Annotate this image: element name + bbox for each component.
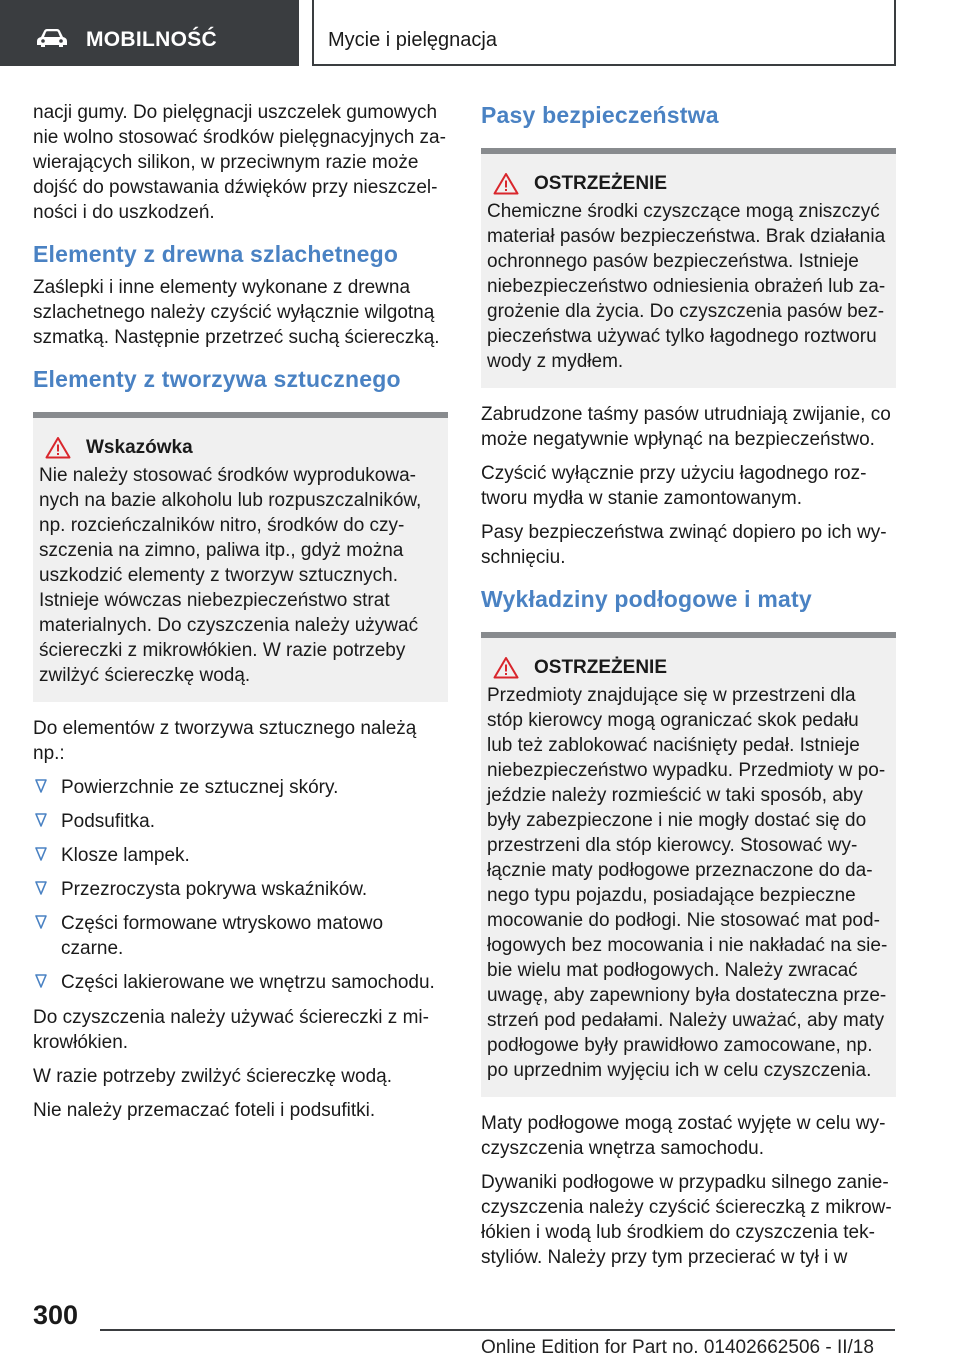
list-item: Powierzchnie ze sztucznej skóry. (33, 775, 448, 800)
header-section-title: MOBILNOŚĆ (86, 28, 218, 51)
left-column (33, 100, 448, 1132)
heading-plastic: Elementy z tworzywa sztucznego (33, 366, 401, 392)
warning-triangle-icon (493, 656, 519, 679)
mats-paragraph-1: Maty podłogowe mogą zostać wyjęte w celu wyczyszczenia wnętrza samochodu. (481, 1113, 886, 1159)
plastic-paragraph-3: Nie należy przemaczać foteli i podsufitki. (33, 1100, 376, 1121)
note-body: Nie należy stosować środków wyprodukowanych na bazie alkoholu lub rozpuszczalników, np. rozcieńczalników nitro, środków do czyszczenia na zimno, paliwa itp., gdyż można uszkodzić elementy z tworzyw sztucznych. Istnieje wówczas niebezpieczeństwo strat materialnych. Do czyszczenia należy używać ściereczki z mikrowłókien. W razie potrzeby zwilżyć ściereczkę wodą. (39, 465, 422, 686)
mats-warning-header (493, 656, 888, 679)
belts-warning-box (481, 148, 896, 388)
header-chapter-tab (312, 0, 896, 66)
bullet-triangle-icon (35, 880, 47, 896)
belts-warning-body: Chemiczne środki czyszczące mogą zniszczyć materiał pasów bezpieczeństwa. Brak działania ochronnego pasów bezpieczeństwa. Istnieje niebezpieczeństwo odniesienia obrażeń lub zagrożenie dla życia. Do czyszczenia pasów bezpieczeństwa używać tylko łagodnego roztworu wody z mydłem. (487, 201, 886, 372)
list-item: Klosze lampek. (33, 843, 448, 868)
mats-warning-box (481, 632, 896, 1097)
list-item: Części lakierowane we wnętrzu samochodu. (33, 970, 448, 995)
bullet-triangle-icon (35, 973, 47, 989)
page-number: 300 (33, 1300, 79, 1330)
mats-warning-body: Przedmioty znajdujące się w przestrzeni dla stóp kierowcy mogą ograniczać skok pedału lub też zablokować naciśnięty pedał. Istnieje niebezpieczeństwo wypadku. Przedmioty w pojeździe należy rozmieścić w taki sposób, aby były zabezpieczone i nie mogły dostać się do przestrzeni dla stóp kierowcy. Stosować wyłącznie maty podłogowe przeznaczone do danego typu pojazdu, posiadające bezpieczne mocowanie do podłogi. Nie stosować mat podłogowych bez mocowania i nie nakładać na siebie wielu mat podłogowych. Należy zwracać uwagę, aby zapewniony była dostateczna przestrzeń pod pedałami. Należy uważać, aby maty podłogowe były prawidłowo zamocowane, np. po uprzednim wyjęciu ich w celu czyszczenia. (487, 685, 888, 1081)
heading-mats: Wykładziny podłogowe i maty (481, 586, 812, 612)
list-item: Przezroczysta pokrywa wskaźników. (33, 877, 448, 902)
mats-paragraph-2: Dywaniki podłogowe w przypadku silnego zanieczyszczenia należy czyścić ściereczką z mikrowłókien i wodą lub środkiem do czyszczenia tekstyliów. Należy przy tym przecierać w tył i w (481, 1172, 892, 1268)
warning-triangle-icon (45, 436, 71, 459)
heading-wood: Elementy z drewna szlachetnego (33, 241, 399, 267)
mats-warning-label: OSTRZEŻENIE (534, 656, 668, 678)
right-column (481, 100, 896, 1279)
list-item: Podsufitka. (33, 809, 448, 834)
header-section-tab (0, 0, 299, 66)
plastic-paragraph-1: Do czyszczenia należy używać ściereczki z mikrowłókien. (33, 1007, 429, 1053)
note-box (33, 412, 448, 702)
intro-paragraph: nacji gumy. Do pielęgnacji uszczelek gumowych nie wolno stosować środków pielęgnacyjnych zawierających silikon, w przeciwnym razie może dojść do powstawania dźwięków przy nieszczelności i do uszkodzeń. (33, 102, 446, 223)
plastic-paragraph-2: W razie potrzeby zwilżyć ściereczkę wodą. (33, 1066, 392, 1087)
note-label: Wskazówka (86, 436, 193, 458)
bullet-triangle-icon (35, 846, 47, 862)
car-icon (36, 28, 68, 48)
footer-edition: Online Edition for Part no. 01402662506 - II/18 (481, 1337, 874, 1358)
belts-paragraph-3: Pasy bezpieczeństwa zwinąć dopiero po ich wyschnięciu. (481, 522, 887, 568)
belts-paragraph-1: Zabrudzone taśmy pasów utrudniają zwijanie, co może negatywnie wpłynąć na bezpieczeństwo. (481, 404, 891, 450)
footer-divider (100, 1329, 895, 1331)
bullet-triangle-icon (35, 812, 47, 828)
heading-belts: Pasy bezpieczeństwa (481, 102, 719, 128)
bullet-triangle-icon (35, 778, 47, 794)
wood-paragraph: Zaślepki i inne elementy wykonane z drewna szlachetnego należy czyścić wyłącznie wilgotną szmatką. Następnie przetrzeć suchą ściereczką. (33, 277, 440, 348)
belts-warning-header (493, 172, 888, 195)
belts-paragraph-2: Czyścić wyłącznie przy użyciu łagodnego roztworu mydła w stanie zamontowanym. (481, 463, 867, 509)
header-chapter-title: Mycie i pielęgnacja (328, 29, 497, 51)
plastic-list (33, 775, 448, 995)
list-item: Części formowane wtryskowo matowo czarne. (33, 911, 448, 961)
plastic-list-intro: Do elementów z tworzywa sztucznego należą np.: (33, 718, 417, 764)
note-box-header (45, 436, 440, 459)
warning-triangle-icon (493, 172, 519, 195)
belts-warning-label: OSTRZEŻENIE (534, 172, 668, 194)
bullet-triangle-icon (35, 914, 47, 930)
